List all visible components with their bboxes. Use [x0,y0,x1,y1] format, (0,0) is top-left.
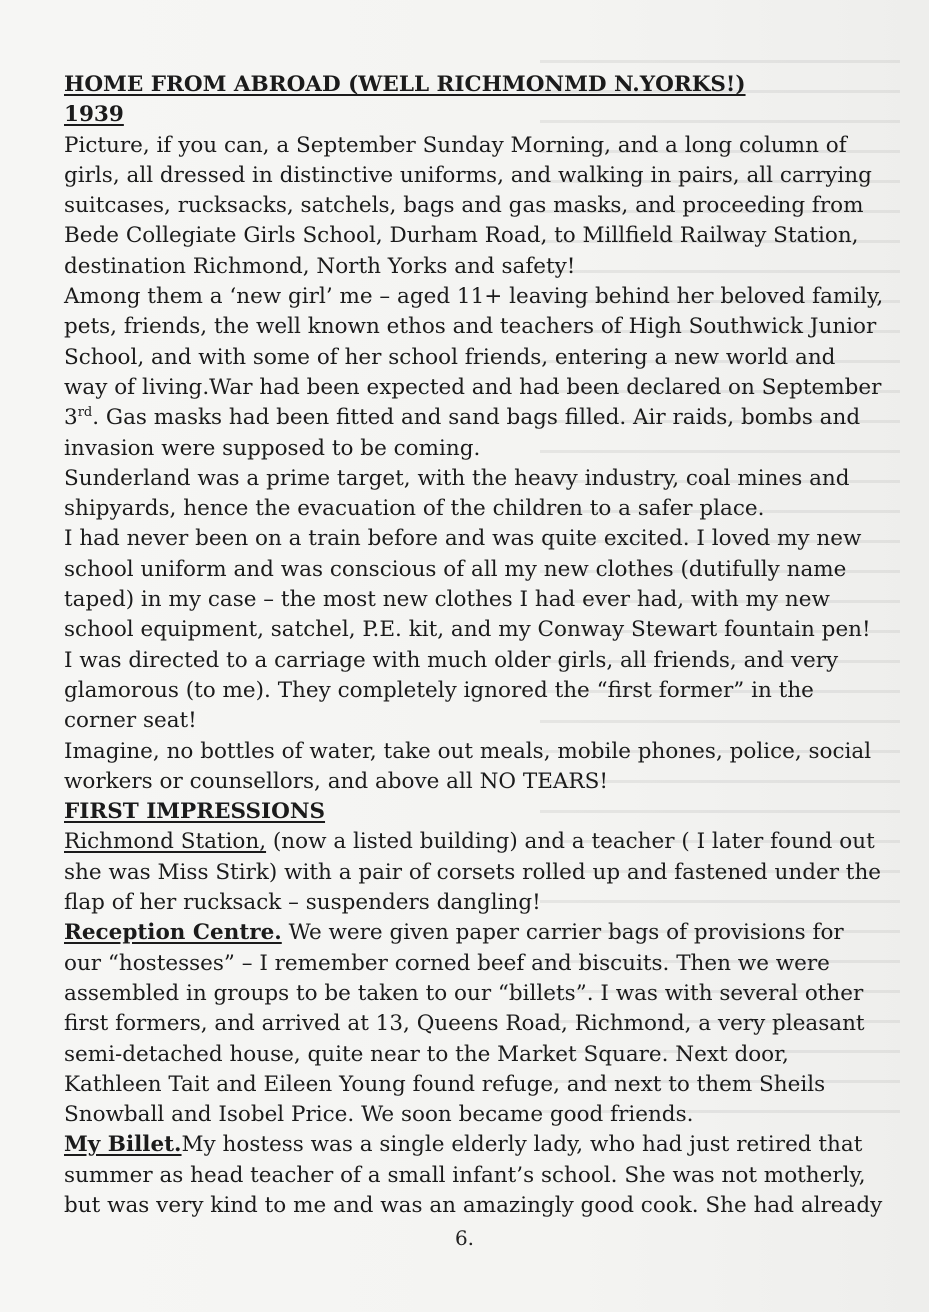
section-heading: FIRST IMPRESSIONS [64,799,326,825]
paragraph-reception [64,918,884,1130]
paragraph-imagine: Imagine, no bottles of water, take out meals, mobile phones, police, social workers or counsellors, and above all NO TEARS! [64,738,872,794]
paragraph-new-girl [64,282,884,464]
paragraph-new-girl-text: Among them a ‘new girl’ me – aged 11+ leaving behind her beloved family, pets, friends, the well known ethos and teachers of High Southwick Junior School, and with some of her school friends, entering a new world and way of living.War had been expected and had been declared on September 3 [64,284,884,431]
billet-text: My hostess was a single elderly lady, who had just retired that summer as head teacher of a small infant’s school. She was not motherly, but was very kind to me and was an amazingly good cook. She had already [64,1132,883,1218]
paragraph-billet [64,1130,884,1221]
station-label: Richmond Station, [64,829,267,855]
paragraph-station [64,827,884,918]
paragraph-carriage: I was directed to a carriage with much older girls, all friends, and very glamorous (to me). They completely ignored the “first former” in the corner seat! [64,647,839,734]
page-body [64,70,884,1221]
paragraph-new-girl-text-end: . Gas masks had been fitted and sand bags filled. Air raids, bombs and invasion were supposed to be coming. [64,405,861,461]
reception-label: Reception Centre. [64,920,282,946]
reception-text: We were given paper carrier bags of provisions for our “hostesses” – I remember corned beef and biscuits. Then we were assembled in groups to be taken to our “billets”. I was with several other first formers, and arrived at 13, Queens Road, Richmond, a very pleasant semi-detached house, quite near to the Market Square. Next door, Kathleen Tait and Eileen Young found refuge, and next to them Sheils Snowball and Isobel Price. We soon became good friends. [64,920,865,1128]
station-text: (now a listed building) and a teacher ( I later found out she was Miss Stirk) with a pair of corsets rolled up and fastened under the flap of her rucksack – suspenders dangling! [64,829,882,916]
ordinal-suffix: rd [77,405,93,421]
paragraph-departure: Picture, if you can, a September Sunday Morning, and a long column of girls, all dressed in distinctive uniforms, and walking in pairs, all carrying suitcases, rucksacks, satchels, bags and gas masks, and proceeding from Bede Collegiate Girls School, Durham Road, to Millfield Railway Station, destination Richmond, North Yorks and safety! [64,132,872,279]
paragraph-sunderland: Sunderland was a prime target, with the heavy industry, coal mines and shipyards, hence the evacuation of the children to a safer place. [64,465,850,522]
page-number: 6. [454,1226,475,1250]
chapter-title: HOME FROM ABROAD (WELL RICHMONMD N.YORKS!) [64,72,746,97]
chapter-year: 1939 [64,102,124,128]
paragraph-train: I had never been on a train before and was quite excited. I loved my new school uniform and was conscious of all my new clothes (dutifully name taped) in my case – the most new clothes I had ever had, with my new school equipment, satchel, P.E. kit, and my Conway Stewart fountain pen! [64,526,871,643]
billet-label: My Billet. [64,1132,182,1158]
